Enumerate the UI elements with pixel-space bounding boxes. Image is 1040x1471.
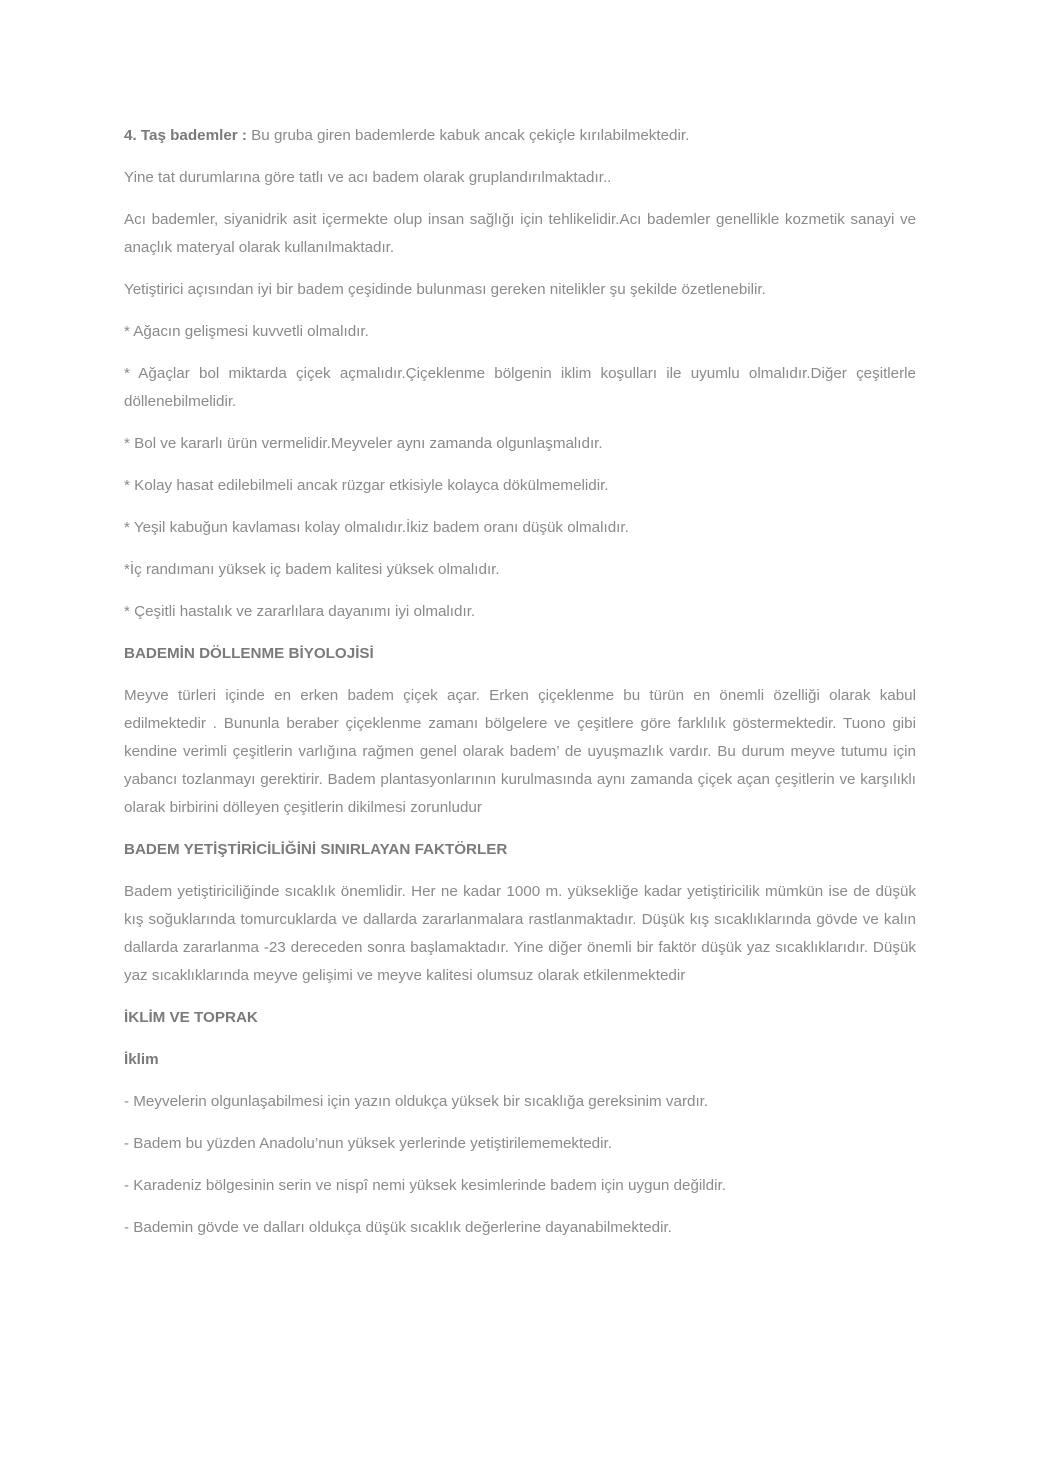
subsection-heading-iklim: İklim — [124, 1051, 159, 1068]
paragraph-tat-durumlari: Yine tat durumlarına göre tatlı ve acı badem olarak gruplandırılmaktadır.. — [124, 169, 612, 186]
bullet-item: * Ağaçlar bol miktarda çiçek açmalıdır.Çiçeklenme bölgenin iklim koşulları ile uyumlu olmalıdır.Diğer çeşitlerle döllenebilmelidir. — [124, 365, 916, 410]
bullet-item: * Ağacın gelişmesi kuvvetli olmalıdır. — [124, 323, 369, 340]
paragraph-dollenme: Meyve türleri içinde en erken badem çiçek açar. Erken çiçeklenme bu türün en önemli özelliği olarak kabul edilmektedir . Bununla beraber çiçeklenme zamanı bölgelere ve çeşitlere göre farklılık göstermektedir. Tuono gibi kendine verimli çeşitlerin varlığına rağmen genel olarak badem’ de uyuşmazlık vardır. Bu durum meyve tutumu için yabancı tozlanmayı gerektirir. Badem plantasyonlarının kurulmasında aynı zamanda çiçek açan çeşitlerin ve karşılıklı olarak birbirini dölleyen çeşitlerin dikilmesi zorunludur — [124, 687, 916, 816]
paragraph-text: Bu gruba giren bademlerde kabuk ancak çekiçle kırılabilmektedir. — [246, 127, 690, 144]
bullet-item: *İç randımanı yüksek iç badem kalitesi yüksek olmalıdır. — [124, 561, 500, 578]
paragraph-tas-bademler — [124, 122, 916, 150]
dash-item: - Badem bu yüzden Anadolu’nun yüksek yerlerinde yetiştirilememektedir. — [124, 1135, 612, 1152]
section-heading-faktorler: BADEM YETİŞTİRİCİLİĞİNİ SINIRLAYAN FAKTÖRLER — [124, 841, 508, 858]
paragraph-aci-bademler: Acı bademler, siyanidrik asit içermekte olup insan sağlığı için tehlikelidir.Acı bademler genellikle kozmetik sanayi ve anaçlık materyal olarak kullanılmaktadır. — [124, 211, 916, 256]
document-body — [124, 122, 916, 1256]
dash-item: - Karadeniz bölgesinin serin ve nispî nemi yüksek kesimlerinde badem için uygun değildir. — [124, 1177, 726, 1194]
paragraph-nitelikler-intro: Yetiştirici açısından iyi bir badem çeşidinde bulunması gereken nitelikler şu şekilde özetlenebilir. — [124, 281, 766, 298]
bullet-item: * Çeşitli hastalık ve zararlılara dayanımı iyi olmalıdır. — [124, 603, 476, 620]
paragraph-faktorler: Badem yetiştiriciliğinde sıcaklık önemlidir. Her ne kadar 1000 m. yüksekliğe kadar yetiştiricilik mümkün ise de düşük kış soğuklarında tomurcuklarda ve dallarda zararlanmalara rastlanmaktadır. Düşük kış sıcaklıklarında gövde ve kalın dallarda zararlanma -23 dereceden sonra başlamaktadır. Yine diğer önemli bir faktör düşük yaz sıcaklıklarıdır. Düşük yaz sıcaklıklarında meyve gelişimi ve meyve kalitesi olumsuz olarak etkilenmektedir — [124, 883, 916, 984]
dash-item: - Bademin gövde ve dalları oldukça düşük sıcaklık değerlerine dayanabilmektedir. — [124, 1219, 672, 1236]
bullet-item: * Yeşil kabuğun kavlaması kolay olmalıdır.İkiz badem oranı düşük olmalıdır. — [124, 519, 629, 536]
bullet-item: * Kolay hasat edilebilmeli ancak rüzgar etkisiyle kolayca dökülmemelidir. — [124, 477, 609, 494]
section-heading-iklim-ve-toprak: İKLİM VE TOPRAK — [124, 1009, 258, 1026]
paragraph-lead: 4. Taş bademler : — [124, 127, 247, 144]
section-heading-dollenme: BADEMİN DÖLLENME BİYOLOJİSİ — [124, 645, 374, 662]
dash-item: - Meyvelerin olgunlaşabilmesi için yazın oldukça yüksek bir sıcaklığa gereksinim vardır. — [124, 1093, 709, 1110]
bullet-item: * Bol ve kararlı ürün vermelidir.Meyveler aynı zamanda olgunlaşmalıdır. — [124, 435, 603, 452]
